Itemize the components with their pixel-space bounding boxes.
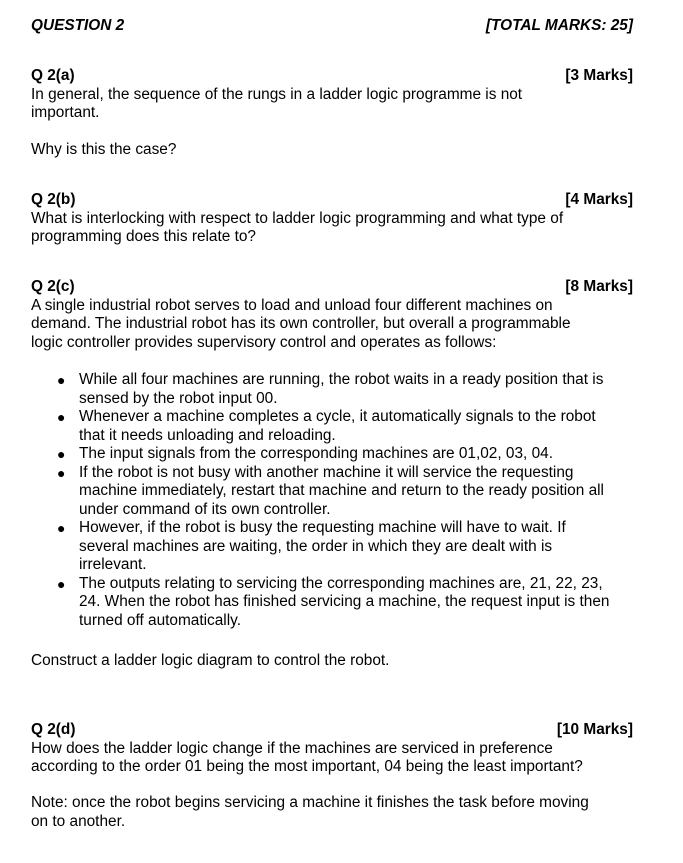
bullet-dot-icon: ● [57, 446, 66, 462]
bullet-dot-icon: ● [57, 575, 66, 592]
q2b-marks: [4 Marks] [565, 191, 633, 208]
total-marks: [TOTAL MARKS: 25] [485, 17, 633, 34]
q2d-text-line: according to the order 01 being the most important, 04 being the least important? [31, 758, 583, 775]
q2c-bullet-item [31, 445, 633, 464]
q2a-label: Q 2(a) [31, 67, 75, 84]
bullet-line: irrelevant. [79, 556, 147, 573]
q2c-label: Q 2(c) [31, 278, 75, 295]
q2b-section [31, 191, 633, 247]
q2b-text-line: What is interlocking with respect to ladder logic programming and what type of [31, 209, 564, 227]
q2c-bullet-item [31, 371, 633, 408]
q2a-question [31, 141, 633, 160]
question-header [31, 17, 633, 36]
q2c-bullet-item [31, 464, 633, 520]
q2d-note [31, 794, 633, 831]
bullet-line: While all four machines are running, the robot waits in a ready position that is [79, 371, 604, 388]
q2a-text-line: In general, the sequence of the rungs in a ladder logic programme is not [31, 85, 523, 103]
bullet-dot-icon: ● [57, 409, 66, 425]
bullet-dot-icon: ● [57, 372, 66, 388]
q2d-marks: [10 Marks] [556, 721, 633, 738]
q2c-bullet-item [31, 575, 633, 631]
bullet-line: The input signals from the corresponding machines are 01,02, 03, 04. [79, 445, 553, 462]
q2a-question-text: Why is this the case? [31, 141, 177, 158]
q2b-heading [31, 191, 633, 210]
q2d-heading [31, 721, 633, 740]
question-title: QUESTION 2 [31, 17, 125, 34]
bullet-line: that it needs unloading and reloading. [79, 426, 336, 444]
q2c-text-line: logic controller provides supervisory control and operates as follows: [31, 333, 497, 351]
bullet-line: several machines are waiting, the order in which they are dealt with is [79, 537, 553, 555]
q2d-note-line: Note: once the robot begins servicing a machine it finishes the task before moving [31, 794, 589, 811]
bullet-line: Whenever a machine completes a cycle, it automatically signals to the robot [79, 408, 596, 425]
bullet-dot-icon: ● [57, 520, 66, 536]
bullet-line: If the robot is not busy with another machine it will service the requesting [79, 463, 574, 481]
q2d-label: Q 2(d) [31, 721, 76, 738]
bullet-line: 24. When the robot has finished servicing a machine, the request input is then [79, 593, 610, 610]
q2a-marks: [3 Marks] [565, 67, 633, 84]
q2c-bullet-item [31, 519, 633, 575]
q2c-heading [31, 278, 633, 297]
bullet-line: turned off automatically. [79, 611, 241, 629]
q2c-instruction-text: Construct a ladder logic diagram to control the robot. [31, 652, 390, 669]
q2c-section [31, 278, 633, 352]
q2a-section [31, 67, 633, 123]
q2d-section [31, 721, 633, 777]
q2c-bullet-list [31, 371, 633, 630]
q2b-label: Q 2(b) [31, 191, 76, 208]
q2c-text-line: A single industrial robot serves to load and unload four different machines on [31, 296, 553, 314]
q2c-marks: [8 Marks] [565, 278, 633, 295]
q2d-note-line: on to another. [31, 812, 126, 830]
bullet-dot-icon: ● [57, 464, 66, 481]
q2c-instruction [31, 652, 633, 671]
bullet-line: However, if the robot is busy the requesting machine will have to wait. If [79, 519, 566, 536]
bullet-line: sensed by the robot input 00. [79, 389, 278, 407]
q2a-text-line: important. [31, 104, 100, 121]
bullet-line: under command of its own controller. [79, 500, 331, 518]
q2d-text-line: How does the ladder logic change if the machines are serviced in preference [31, 739, 553, 757]
q2b-text-line: programming does this relate to? [31, 228, 256, 245]
q2a-heading [31, 67, 633, 86]
bullet-line: machine immediately, restart that machine and return to the ready position all [79, 482, 604, 499]
q2c-bullet-item [31, 408, 633, 445]
bullet-line: The outputs relating to servicing the corresponding machines are, 21, 22, 23, [79, 574, 603, 592]
q2c-text-line: demand. The industrial robot has its own controller, but overall a programmable [31, 315, 571, 332]
